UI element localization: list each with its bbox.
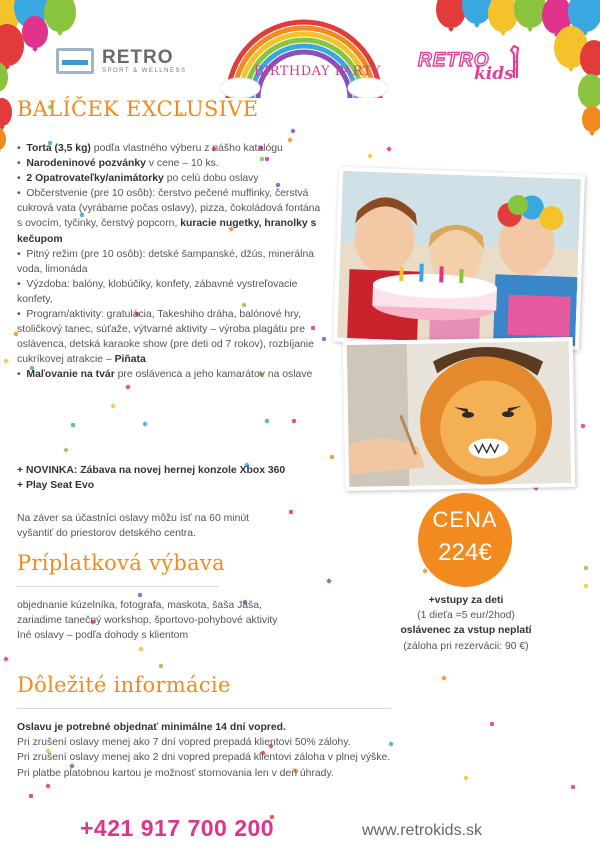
info-line: Pri platbe platobnou kartou je možnosť stornovania len v deň úhrady. [17, 767, 334, 779]
price-badge [418, 493, 512, 587]
extras-text [17, 598, 347, 644]
confetti-piece [3, 656, 9, 662]
confetti-piece [45, 783, 50, 788]
confetti-piece [584, 584, 589, 589]
novinka-playseat: + Play Seat Evo [17, 480, 95, 492]
confetti-piece [125, 384, 130, 389]
retro-kids-logo [418, 50, 514, 84]
list-item: • Pitný režim (pre 10 osôb): detské šampanské, džús, minerálna voda, limonáda [17, 248, 315, 275]
list-item: • Občerstvenie (pre 10 osôb): čerstvo pečené muffinky, čerstvá cukrová vata (vyrábame počas oslavy), pizza, čokoládová fontána s ovocím, tyčinky, čerstvý popcorn, kuracie nugetky, hranolky s kečupom [17, 188, 321, 245]
list-item: • Maľovanie na tvár pre oslávenca a jeho kamarátov na oslave [17, 369, 313, 381]
kids-logo-kids: kids [474, 64, 514, 84]
list-item: • Program/aktivity: gratulácia, Takeshiho dráha, balónové hry, stoličkový tanec, súťaže, výtvarné aktivity – výroba plagátu pre oslávenca, detská karaoke show (pre deti od 7 rokov), rozbíjanie cukríkovej atrakcie – Piňata [17, 309, 314, 366]
confetti-piece [63, 447, 69, 453]
info-line: Pri zrušení oslavy menej ako 2 dni vopred prepadá klientovi záloha v plnej výške. [17, 752, 391, 764]
phone-number[interactable]: +421 917 700 200 [80, 815, 275, 841]
confetti-piece [71, 423, 75, 427]
banner-title: BIRTHDAY PARTY [254, 64, 382, 79]
confetti-piece [138, 593, 143, 598]
confetti-piece [159, 664, 164, 669]
info-line: Oslavu je potrebné objednať minimálne 14 dní vopred. [17, 722, 286, 733]
list-item: • Torta (3,5 kg) podľa vlastného výberu z nášho katalógu [17, 143, 283, 154]
list-item: • 2 Opatrovateľky/animátorky po celú dobu oslavy [17, 173, 259, 185]
info-heading: Dôležité informácie [17, 673, 231, 697]
kids-logo-retro: RETRO [418, 50, 490, 71]
brand-title: RETRO [102, 47, 174, 68]
confetti-piece [29, 794, 33, 798]
novinky-block [17, 463, 285, 493]
list-item: • Narodeninové pozvánky v cene – 10 ks. [17, 158, 219, 170]
confetti-piece [386, 146, 392, 152]
photo-face-painting [343, 337, 576, 491]
confetti-piece [139, 647, 144, 652]
confetti-piece [110, 403, 116, 409]
retro-logo [56, 48, 186, 74]
confetti-piece [330, 455, 335, 460]
novinka-xbox: + NOVINKA: Zábava na novej hernej konzole Xbox 360 [17, 465, 286, 476]
confetti-piece [490, 722, 495, 727]
retro-logo-icon [56, 48, 94, 74]
confetti-piece [290, 128, 295, 133]
package-list [17, 141, 327, 383]
confetti-piece [264, 418, 269, 423]
confetti-piece [292, 419, 297, 424]
package-heading: BALÍČEK EXCLUSIVE [17, 97, 259, 121]
price-note: oslávenec za vstup neplatí [400, 625, 532, 637]
price-note: (1 dieťa =5 eur/2hod) [417, 610, 515, 622]
divider [17, 708, 391, 709]
info-line: Pri zrušení oslavy menej ako 7 dní vopred prepadá klientovi 50% zálohy. [17, 737, 351, 749]
extras-line: Iné oslavy – podľa dohody s klientom [17, 630, 189, 642]
confetti-piece [142, 421, 148, 427]
brand-subtitle: SPORT & WELLNESS [102, 68, 187, 74]
website-link[interactable]: www.retrokids.sk [362, 822, 483, 839]
list-item: • Výzdoba: balóny, klobúčiky, konfety, zábavné vystreľovacie konfety, [17, 278, 298, 305]
confetti-piece [580, 423, 585, 428]
confetti-piece [326, 578, 332, 584]
rainbow-icon [220, 14, 388, 98]
price-notes [384, 593, 548, 654]
photo-birthday-cake [333, 167, 585, 350]
confetti-piece [367, 153, 373, 159]
price-note: +vstupy za deti [428, 595, 504, 606]
confetti-piece [422, 568, 427, 573]
confetti-piece [571, 785, 576, 790]
extras-line: zariadime tanečný workshop, športovo-pohybové aktivity [17, 615, 278, 627]
divider [17, 586, 219, 587]
price-label: CENA [432, 507, 498, 532]
confetti-piece [3, 358, 9, 364]
confetti-piece [441, 675, 447, 681]
info-text [17, 720, 487, 781]
extras-heading: Príplatková výbava [17, 551, 225, 575]
confetti-piece [289, 510, 294, 515]
price-value: 224€ [438, 539, 492, 566]
confetti-piece [584, 566, 589, 571]
price-note: (záloha pri rezervácii: 90 €) [403, 640, 529, 652]
extras-line: objednanie kúzelníka, fotografa, maskota, šaša Jaša, [17, 600, 262, 611]
giraffe-icon [506, 44, 524, 80]
closing-text: Na záver sa účastníci oslavy môžu ísť na 60 minút vyšantiť do priestorov detského centra. [17, 513, 250, 540]
